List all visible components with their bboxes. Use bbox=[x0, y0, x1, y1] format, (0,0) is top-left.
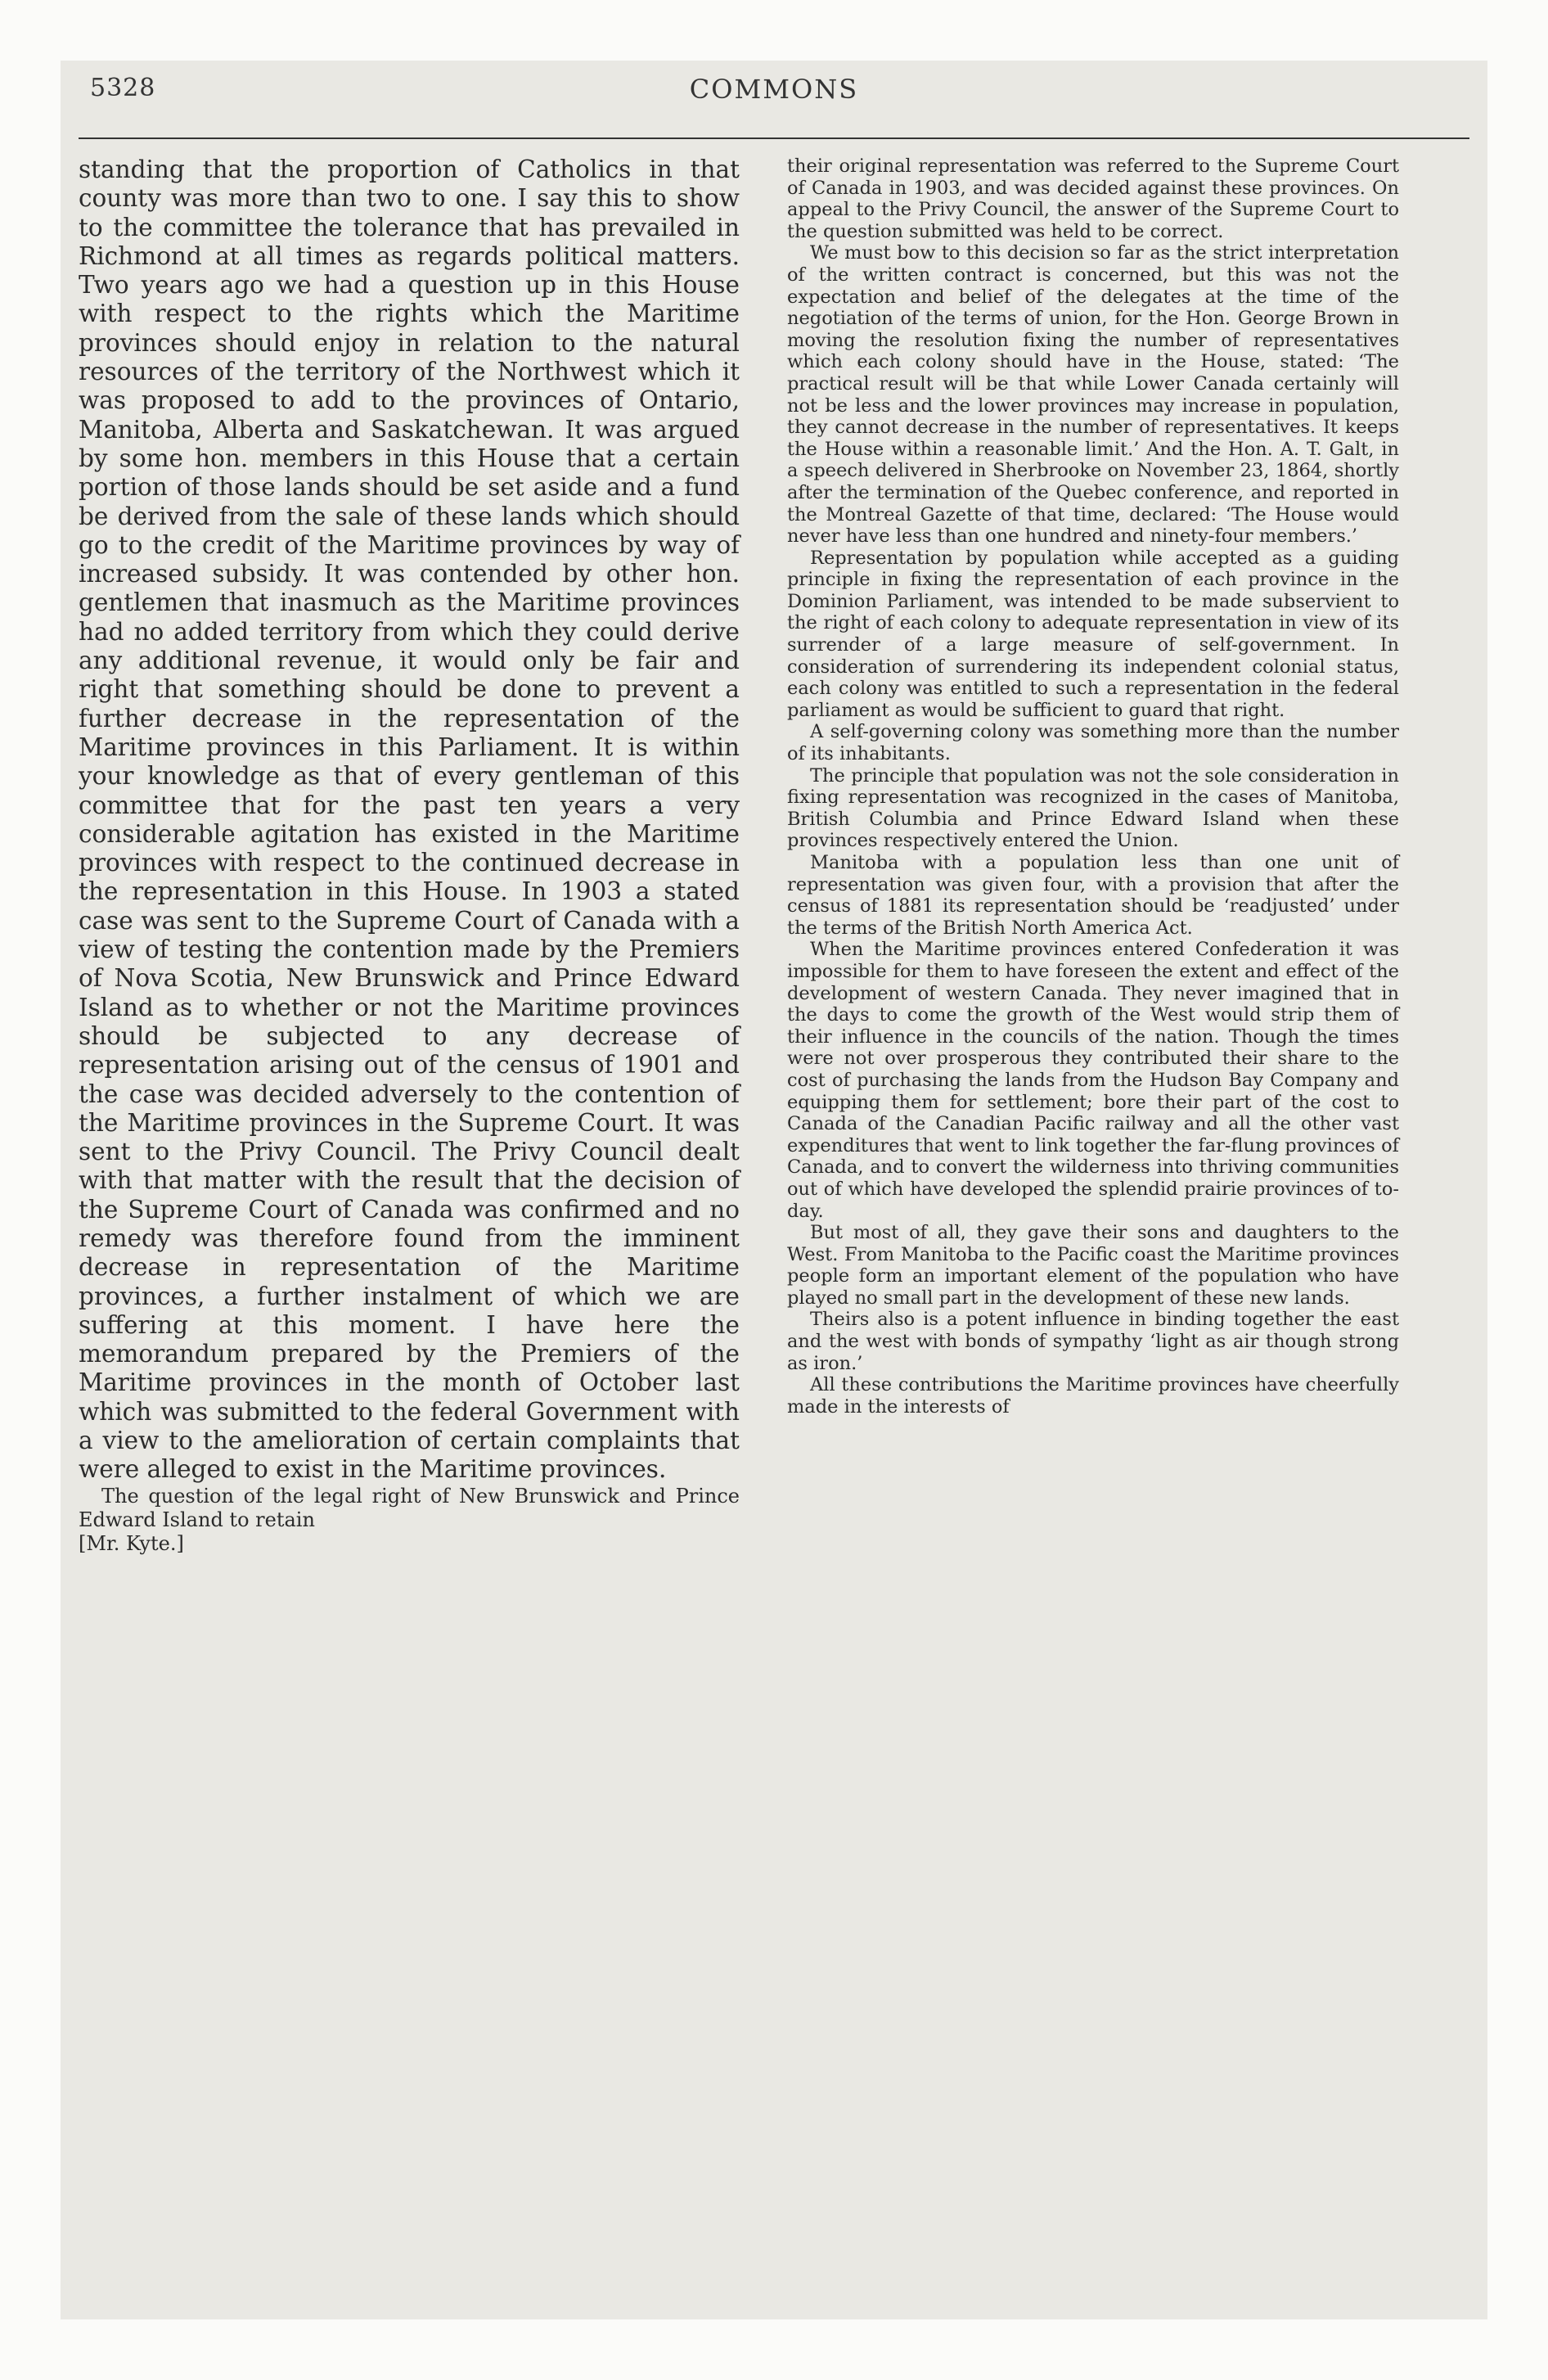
right-paragraph: their original representation was referred to the Supreme Court of Canada in 1903, and was decided against these provinces. On appeal to the Privy Council, the answer of the Supreme Court to the question submitted was held to be correct. bbox=[787, 156, 1399, 242]
right-paragraph: Representation by population while accepted as a guiding principle in fixing the representation of each province in the Dominion Parliament, was intended to be made subservient to the right of each colony to adequate representation in view of its surrender of a large measure of self-government. In consideration of surrendering its independent colonial status, each colony was entitled to such a representation in the federal parliament as would be sufficient to guard that right. bbox=[787, 547, 1399, 721]
page-number: 5328 bbox=[90, 74, 156, 102]
right-paragraph: Manitoba with a population less than one unit of representation was given four, with a provision that after the census of 1881 its representation should be ‘readjusted’ under the terms of the British North America Act. bbox=[787, 852, 1399, 939]
right-paragraph: We must bow to this decision so far as the strict interpretation of the written contract is concerned, but this was not the expectation and belief of the delegates at the time of the negotiation of the terms of union, for the Hon. George Brown in moving the resolution fixing the number of representatives which each colony should have in the House, stated: ‘The practical result will be that while Lower Canada certainly will not be less and the lower provinces may increase in population, they cannot decrease in the number of representatives. It keeps the House within a reasonable limit.’ And the Hon. A. T. Galt, in a speech delivered in Sherbrooke on November 23, 1864, shortly after the termination of the Quebec conference, and reported in the Montreal Gazette of that time, declared: ‘The House would never have less than one hundred and ninety-four members.’ bbox=[787, 242, 1399, 548]
left-column bbox=[79, 156, 740, 1556]
right-paragraph: All these contributions the Maritime provinces have cheerfully made in the interests of bbox=[787, 1374, 1399, 1418]
header-rule bbox=[79, 137, 1469, 139]
right-paragraph: A self-governing colony was something more than the number of its inhabitants. bbox=[787, 721, 1399, 765]
right-paragraph: The principle that population was not the sole consideration in fixing representation was recognized in the cases of Manitoba, British Columbia and Prince Edward Island when these provinces respectively entered the Union. bbox=[787, 764, 1399, 852]
right-column bbox=[787, 156, 1399, 1418]
page-header bbox=[90, 74, 1458, 123]
left-small-paragraph: The question of the legal right of New Brunswick and Prince Edward Island to retain bbox=[79, 1484, 740, 1531]
right-paragraph: Theirs also is a potent influence in binding together the east and the west with bonds of sympathy ‘light as air though strong as iron.’ bbox=[787, 1309, 1399, 1374]
right-paragraph: But most of all, they gave their sons and daughters to the West. From Manitoba to the Pacific coast the Maritime provinces people form an important element of the population who have played no small part in the development of these new lands. bbox=[787, 1222, 1399, 1309]
left-main-paragraph: standing that the proportion of Catholics in that county was more than two to one. I say this to show to the committee the tolerance that has prevailed in Richmond at all times as regards political matters. Two years ago we had a question up in this House with respect to the rights which the Maritime provinces should enjoy in relation to the natural resources of the territory of the Northwest which it was proposed to add to the provinces of Ontario, Manitoba, Alberta and Saskatchewan. It was argued by some hon. members in this House that a certain portion of those lands should be set aside and a fund be derived from the sale of these lands which should go to the credit of the Maritime provinces by way of increased subsidy. It was contended by other hon. gentlemen that inasmuch as the Maritime provinces had no added territory from which they could derive any additional revenue, it would only be fair and right that something should be done to prevent a further decrease in the representation of the Maritime provinces in this Parliament. It is within your knowledge as that of every gentleman of this committee that for the past ten years a very considerable agitation has existed in the Maritime provinces with respect to the continued decrease in the representation in this House. In 1903 a stated case was sent to the Supreme Court of Canada with a view of testing the contention made by the Premiers of Nova Scotia, New Brunswick and Prince Edward Island as to whether or not the Maritime provinces should be subjected to any decrease of representation arising out of the census of 1901 and the case was decided adversely to the contention of the Maritime provinces in the Supreme Court. It was sent to the Privy Council. The Privy Council dealt with that matter with the result that the decision of the Supreme Court of Canada was confirmed and no remedy was therefore found from the imminent decrease in representation of the Maritime provinces, a further instalment of which we are suffering at this moment. I have here the memorandum prepared by the Premiers of the Maritime provinces in the month of October last which was submitted to the federal Government with a view to the amelioration of certain complaints that were alleged to exist in the Maritime provinces. bbox=[79, 156, 740, 1484]
speaker-attribution: [Mr. Kyte.] bbox=[79, 1531, 184, 1555]
right-paragraph: When the Maritime provinces entered Confederation it was impossible for them to have foreseen the extent and effect of the development of western Canada. They never imagined that in the days to come the growth of the West would strip them of their influence in the councils of the nation. Though the times were not over prosperous they contributed their share to the cost of purchasing the lands from the Hudson Bay Company and equipping them for settlement; bore their part of the cost to Canada of the Canadian Pacific railway and all the other vast expenditures that went to link together the far-flung provinces of Canada, and to convert the wilderness into thriving communities out of which have developed the splendid prairie provinces of to-day. bbox=[787, 939, 1399, 1222]
running-head: COMMONS bbox=[689, 74, 859, 105]
